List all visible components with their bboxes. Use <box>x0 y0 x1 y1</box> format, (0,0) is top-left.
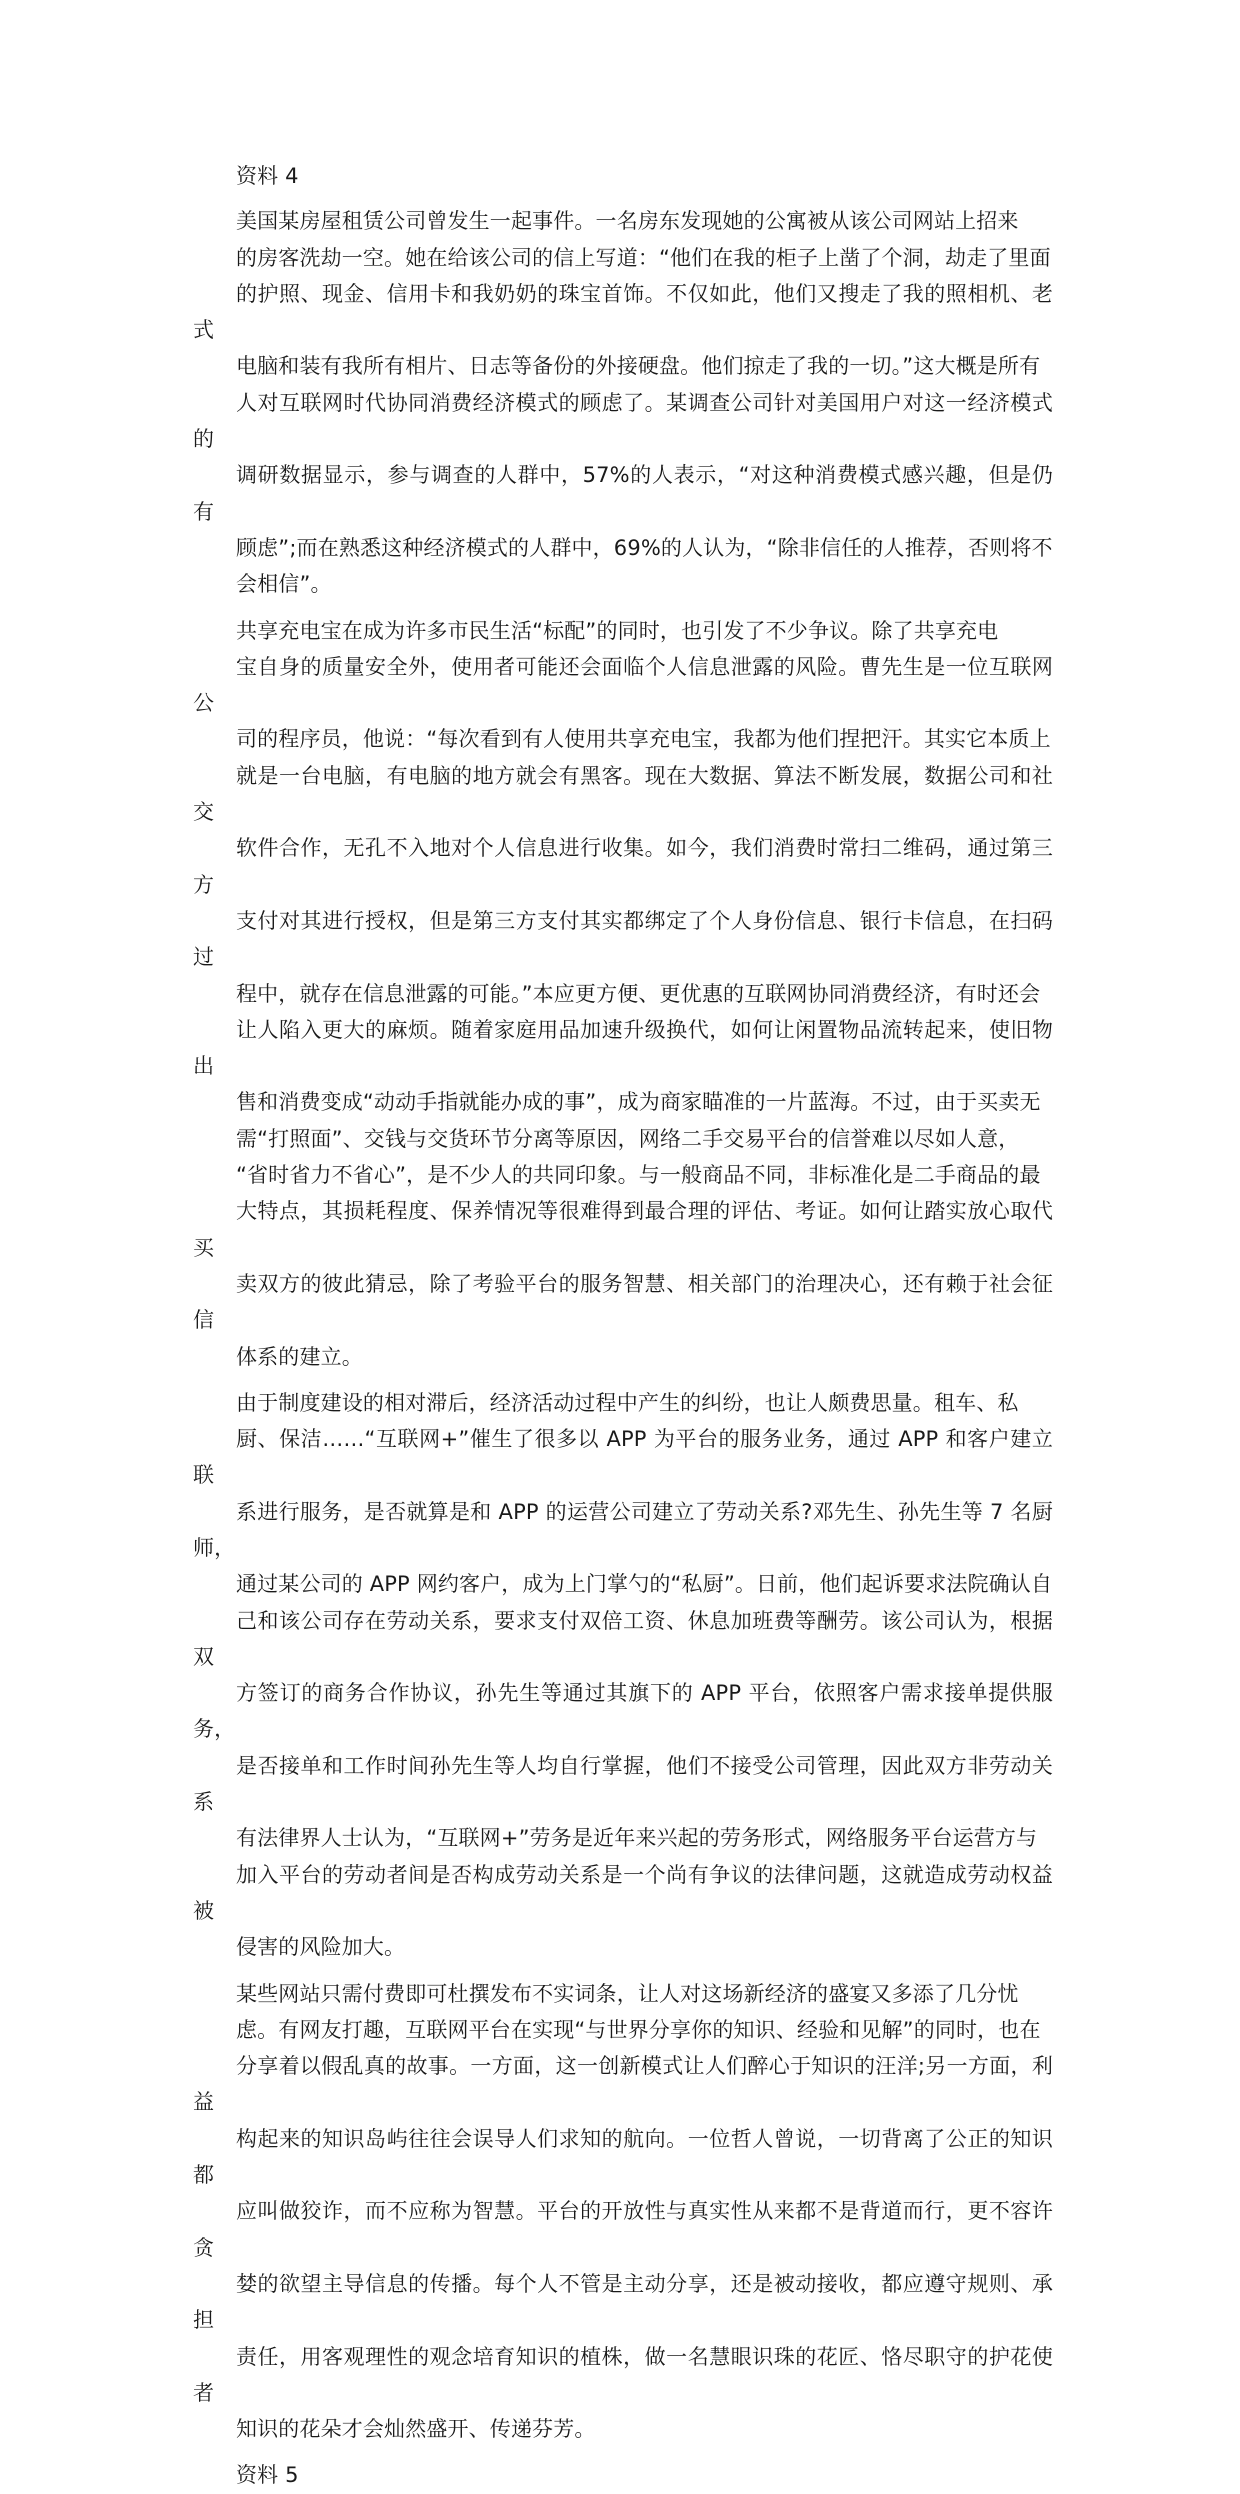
paragraph-line: 共享充电宝在成为许多市民生活“标配”的同时，也引发了不少争议。除了共享充电 <box>236 618 999 643</box>
paragraph-line: 通过某公司的 APP 网约客户，成为上门掌勺的“私厨”。日前，他们起诉要求法院确认自 <box>236 1572 1053 1597</box>
paragraph-4 <box>193 1976 1053 2448</box>
section-heading-5: 资料 5 <box>236 2463 299 2488</box>
paragraph-line: 大特点，其损耗程度、保养情况等很难得到最合理的评估、考证。如何让踏实放心取代买 <box>193 1199 1053 1260</box>
paragraph-line: 分享着以假乱真的故事。一方面，这一创新模式让人们醉心于知识的汪洋;另一方面，利益 <box>193 2054 1053 2115</box>
paragraph-line: 责任，用客观理性的观念培育知识的植株，做一名慧眼识珠的花匠、恪尽职守的护花使者 <box>193 2344 1053 2405</box>
paragraph-line: 加入平台的劳动者间是否构成劳动关系是一个尚有争议的法律问题，这就造成劳动权益被 <box>193 1862 1053 1923</box>
paragraph-line: 的护照、现金、信用卡和我奶奶的珠宝首饰。不仅如此，他们又搜走了我的照相机、老式 <box>193 281 1053 343</box>
paragraph-3 <box>193 1385 1053 1966</box>
paragraph-1 <box>193 203 1053 602</box>
paragraph-line: 己和该公司存在劳动关系，要求支付双倍工资、休息加班费等酬劳。该公司认为，根据双 <box>193 1608 1053 1669</box>
paragraph-line: 电脑和装有我所有相片、日志等备份的外接硬盘。他们掠走了我的一切。”这大概是所有 <box>236 354 1041 379</box>
paragraph-line: 体系的建立。 <box>236 1344 363 1369</box>
paragraph-line: 售和消费变成“动动手指就能办成的事”，成为商家瞄准的一片蓝海。不过，由于买卖无 <box>236 1090 1041 1115</box>
paragraph-line: 有法律界人士认为，“互联网+”劳务是近年来兴起的劳务形式，网络服务平台运营方与 <box>236 1826 1038 1851</box>
paragraph-line: 宝自身的质量安全外，使用者可能还会面临个人信息泄露的风险。曹先生是一位互联网公 <box>193 654 1053 716</box>
paragraph-line: 程中，就存在信息泄露的可能。”本应更方便、更优惠的互联网协同消费经济，有时还会 <box>236 981 1041 1006</box>
spacer <box>193 2447 1053 2457</box>
paragraph-line: 构起来的知识岛屿往往会误导人们求知的航向。一位哲人曾说，一切背离了公正的知识都 <box>193 2126 1053 2188</box>
paragraph-line: 是否接单和工作时间孙先生等人均自行掌握，他们不接受公司管理，因此双方非劳动关系 <box>193 1753 1053 1815</box>
paragraph-line: 应叫做狡诈，而不应称为智慧。平台的开放性与真实性从来都不是背道而行，更不容许贪 <box>193 2199 1053 2260</box>
paragraph-line: 厨、保洁……“互联网+”催生了很多以 APP 为平台的服务业务，通过 APP 和客户建立联 <box>193 1427 1053 1488</box>
document-page <box>193 158 1053 2494</box>
paragraph-line: 顾虑”;而在熟悉这种经济模式的人群中，69%的人认为，“除非信任的人推荐，否则将不 <box>236 535 1053 560</box>
paragraph-line: 某些网站只需付费即可杜撰发布不实词条，让人对这场新经济的盛宴又多添了几分忧 <box>236 1981 1019 2006</box>
paragraph-line: 需“打照面”、交钱与交货环节分离等原因，网络二手交易平台的信誉难以尽如人意， <box>236 1126 1020 1151</box>
spacer <box>193 1375 1053 1385</box>
paragraph-line: 会相信”。 <box>236 572 332 597</box>
paragraph-line: 由于制度建设的相对滞后，经济活动过程中产生的纠纷，也让人颇费思量。租车、私 <box>236 1390 1019 1415</box>
paragraph-line: 美国某房屋租赁公司曾发生一起事件。一名房东发现她的公寓被从该公司网站上招来 <box>236 209 1019 234</box>
paragraph-line: 司的程序员，他说：“每次看到有人使用共享充电宝，我都为他们捏把汗。其实它本质上 <box>236 727 1051 752</box>
paragraph-line: 就是一台电脑，有电脑的地方就会有黑客。现在大数据、算法不断发展，数据公司和社交 <box>193 763 1053 825</box>
paragraph-line: 方签订的商务合作协议，孙先生等通过其旗下的 APP 平台，依照客户需求接单提供服务， <box>193 1681 1053 1742</box>
spacer <box>193 603 1053 613</box>
spacer <box>193 1966 1053 1976</box>
spacer <box>193 194 1053 203</box>
paragraph-line: 让人陷入更大的麻烦。随着家庭用品加速升级换代，如何让闲置物品流转起来，使旧物出 <box>193 1017 1053 1079</box>
paragraph-2 <box>193 613 1053 1375</box>
paragraph-line: 的房客洗劫一空。她在给该公司的信上写道：“他们在我的柜子上凿了个洞，劫走了里面 <box>236 245 1051 270</box>
paragraph-line: 调研数据显示，参与调查的人群中，57%的人表示，“对这种消费模式感兴趣，但是仍有 <box>193 463 1053 524</box>
section-heading-4: 资料 4 <box>236 164 299 188</box>
paragraph-line: “省时省力不省心”，是不少人的共同印象。与一般商品不同，非标准化是二手商品的最 <box>236 1163 1041 1188</box>
paragraph-line: 侵害的风险加大。 <box>236 1935 406 1960</box>
paragraph-line: 系进行服务，是否就算是和 APP 的运营公司建立了劳动关系?邓先生、孙先生等 7 名厨师， <box>193 1499 1053 1560</box>
paragraph-line: 人对互联网时代协同消费经济模式的顾虑了。某调查公司针对美国用户对这一经济模式的 <box>193 390 1053 452</box>
paragraph-line: 知识的花朵才会灿然盛开、传递芬芳。 <box>236 2417 596 2442</box>
paragraph-line: 卖双方的彼此猜忌，除了考验平台的服务智慧、相关部门的治理决心，还有赖于社会征信 <box>193 1271 1053 1333</box>
paragraph-line: 软件合作，无孔不入地对个人信息进行收集。如今，我们消费时常扫二维码，通过第三方 <box>193 836 1053 897</box>
paragraph-line: 支付对其进行授权，但是第三方支付其实都绑定了个人身份信息、银行卡信息，在扫码过 <box>193 908 1053 970</box>
paragraph-line: 虑。有网友打趣，互联网平台在实现“与世界分享你的知识、经验和见解”的同时，也在 <box>236 2017 1041 2042</box>
paragraph-line: 婪的欲望主导信息的传播。每个人不管是主动分享，还是被动接收，都应遵守规则、承担 <box>193 2271 1053 2333</box>
